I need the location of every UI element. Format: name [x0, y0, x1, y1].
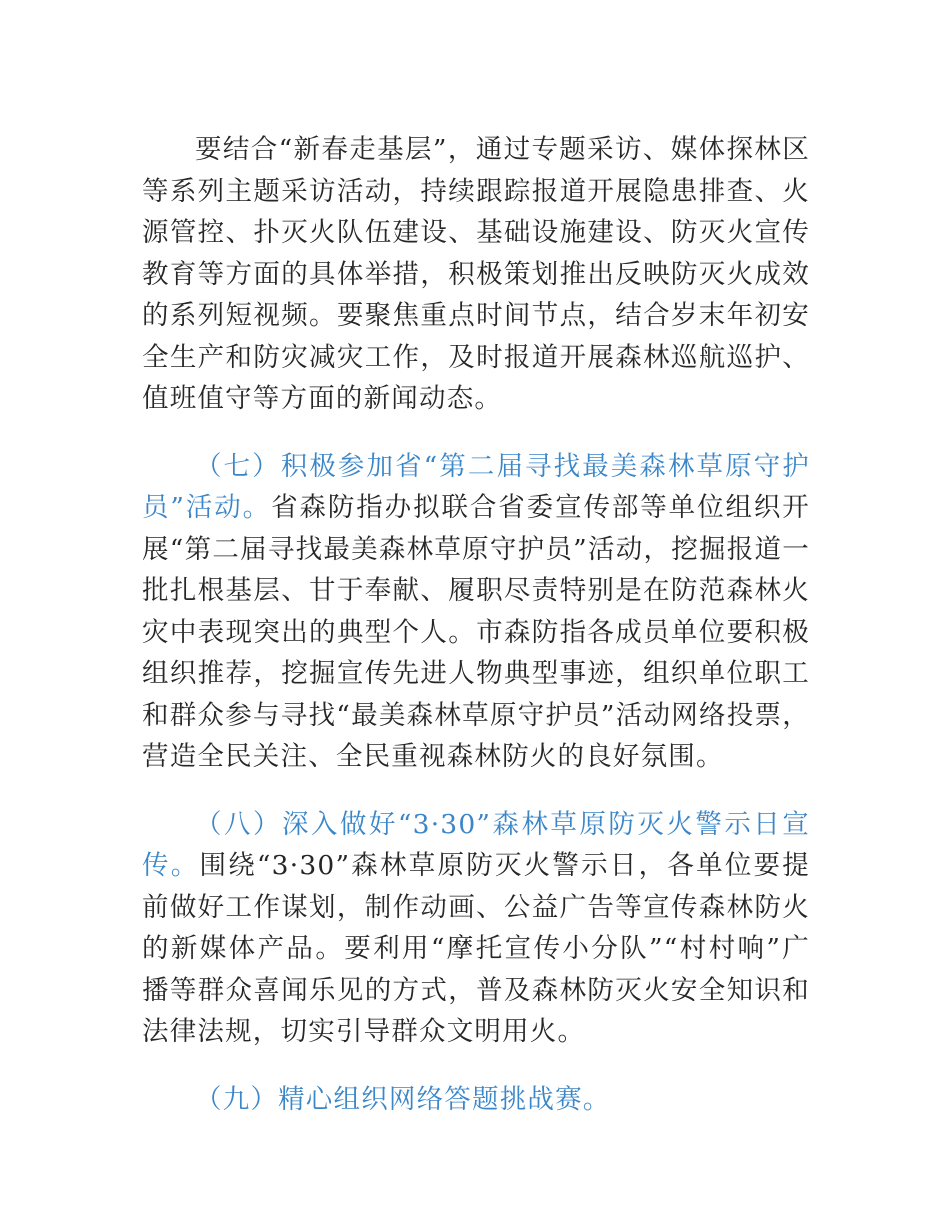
paragraph-news-coverage — [142, 129, 810, 420]
paragraph-spacer — [142, 420, 810, 446]
section-heading-7: （七）积极参加省“第二届寻找最美森林草原守护员”活动。 — [142, 450, 810, 523]
section-heading-9: （九）精心组织网络答题挑战赛。 — [195, 1083, 611, 1115]
paragraph-body-text: 要结合“新春走基层”，通过专题采访、媒体探林区等系列主题采访活动，持续跟踪报道开展隐患排查、火源管控、扑灭火队伍建设、基础设施建设、防灭火宣传教育等方面的具体举措，积极策划推出反映防灭火成效的系列短视频。要聚焦重点时间节点，结合岁末年初安全生产和防灾减灾工作，及时报道开展森林巡航巡护、值班值守等方面的新闻动态。 — [142, 134, 810, 414]
paragraph-section-7 — [142, 446, 810, 778]
paragraph-section-8 — [142, 804, 810, 1053]
document-page — [142, 129, 810, 1120]
paragraph-body-text: 省森防指办拟联合省委宣传部等单位组织开展“第二届寻找最美森林草原守护员”活动，挖掘报道一批扎根基层、甘于奉献、履职尽责特别是在防范森林火灾中表现突出的典型个人。市森防指各成员单位要积极组织推荐，挖掘宣传先进人物典型事迹，组织单位职工和群众参与寻找“最美森林草原守护员”活动网络投票，营造全民关注、全民重视森林防火的良好氛围。 — [142, 492, 810, 772]
paragraph-spacer — [142, 1053, 810, 1079]
paragraph-body-text: 围绕“3·30”森林草原防灭火警示日，各单位要提前做好工作谋划，制作动画、公益广告等宣传森林防火的新媒体产品。要利用“摩托宣传小分队”“村村响”广播等群众喜闻乐见的方式，普及森林防灭火安全知识和法律法规，切实引导群众文明用火。 — [142, 850, 810, 1047]
section-heading-8: （八）深入做好“3·30”森林草原防灭火警示日宣传。 — [142, 808, 810, 881]
paragraph-spacer — [142, 778, 810, 804]
paragraph-section-9 — [142, 1079, 810, 1121]
